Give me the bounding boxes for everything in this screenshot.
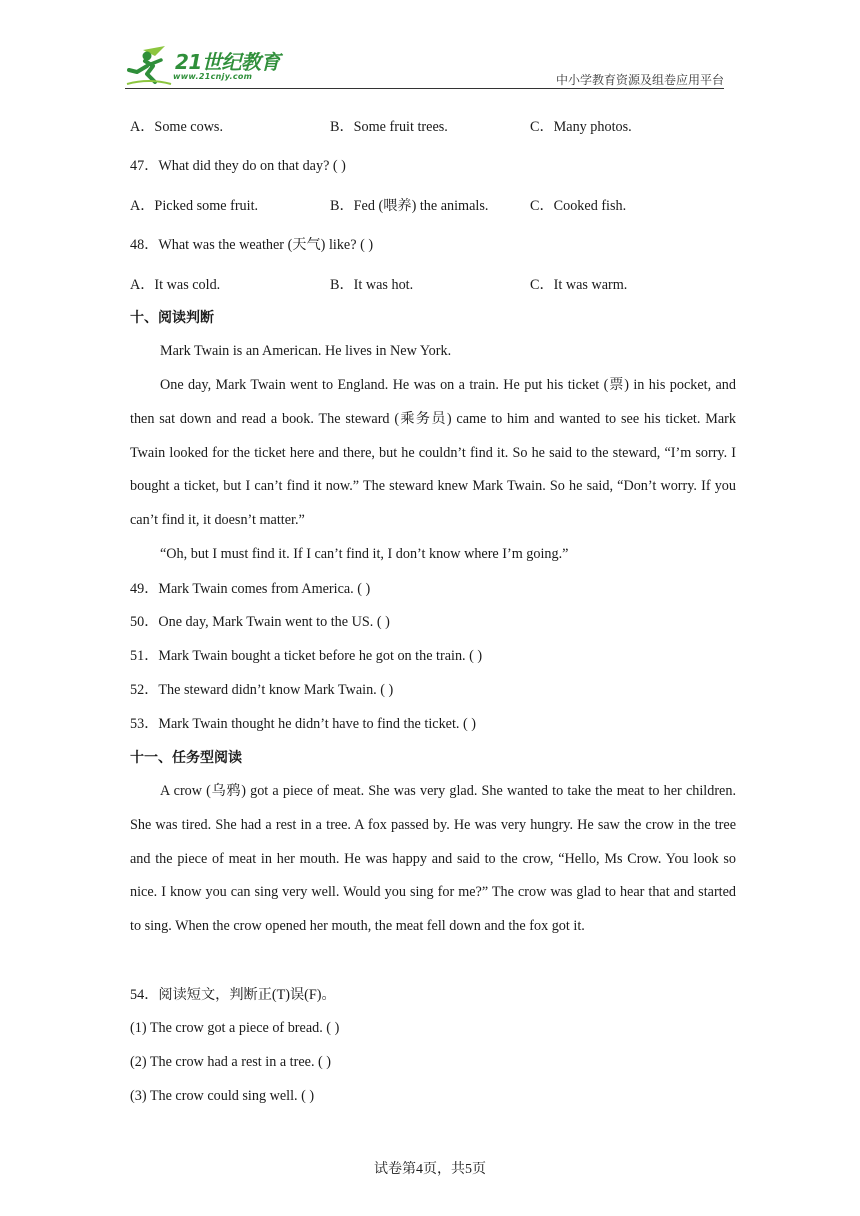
site-tagline: 中小学教育资源及组卷应用平台 — [555, 73, 724, 87]
q46-option-c: C．Many photos. — [530, 119, 632, 135]
q48-option-b: B．It was hot. — [330, 277, 414, 293]
section-10-paragraph-1: Mark Twain is an American. He lives in New York. — [160, 343, 452, 359]
q54-item-3: (3) The crow could sing well. ( ) — [130, 1088, 315, 1104]
q52: 52．The steward didn’t know Mark Twain. ( ) — [130, 682, 394, 698]
section-10-paragraph-2: One day, Mark Twain went to England. He was on a train. He put his ticket (票) in his pocket, and then sat down and read a book. The steward (乘务员) came to him and wanted to see his ticket. Mark Twain looked for the ticket here and there, but he couldn’t find it. So he said to the steward, “I’m sorry. I bought a ticket, but I can’t find it now.” The steward knew Mark Twain. So he said, “Don’t worry. If you can’t find it, it doesn’t matter.” — [130, 377, 736, 529]
q53: 53．Mark Twain thought he didn’t have to find the ticket. ( ) — [130, 716, 477, 732]
section-11-paragraph: A crow (乌鸦) got a piece of meat. She was very glad. She wanted to take the meat to her children. She was tired. She had a rest in a tree. A fox passed by. He was very hungry. He saw the crow in the tree and the piece of meat in her mouth. He was happy and said to the crow, “Hello, Ms Crow. You look so nice. I know you can sing very well. Would you sing for me?” The crow was glad to hear that and started to sing. When the crow opened her mouth, the meat fell down and the fox got it. — [130, 783, 736, 935]
q48-option-c: C．It was warm. — [530, 277, 628, 293]
page-header — [0, 0, 860, 100]
q46-option-a: A．Some cows. — [130, 119, 224, 135]
runner-icon — [125, 44, 173, 88]
logo-text: 21世纪教育 — [175, 50, 280, 74]
q49: 49．Mark Twain comes from America. ( ) — [130, 581, 371, 597]
section-11-title: 十一、任务型阅读 — [130, 750, 242, 766]
page-footer: 试卷第4页，共5页 — [374, 1162, 486, 1177]
logo-url: www.21cnjy.com — [173, 72, 253, 81]
q54-item-1: (1) The crow got a piece of bread. ( ) — [130, 1020, 340, 1036]
section-10-paragraph-3: “Oh, but I must find it. If I can’t find it, I don’t know where I’m going.” — [160, 546, 569, 562]
q47-option-b: B．Fed (喂养) the animals. — [330, 198, 489, 214]
section-10-title: 十、阅读判断 — [130, 310, 214, 326]
q47-stem: 47．What did they do on that day? ( ) — [130, 158, 346, 174]
q50: 50．One day, Mark Twain went to the US. ( ) — [130, 614, 390, 630]
q54-item-2: (2) The crow had a rest in a tree. ( ) — [130, 1054, 332, 1070]
q54-stem: 54．阅读短文，判断正(T)误(F)。 — [130, 987, 336, 1003]
q48-option-a: A．It was cold. — [130, 277, 221, 293]
q47-option-a: A．Picked some fruit. — [130, 198, 259, 214]
q48-stem: 48．What was the weather (天气) like? ( ) — [130, 237, 374, 253]
q46-option-b: B．Some fruit trees. — [330, 119, 448, 135]
q47-option-c: C．Cooked fish. — [530, 198, 627, 214]
q51: 51．Mark Twain bought a ticket before he got on the train. ( ) — [130, 648, 483, 664]
site-logo — [125, 44, 295, 90]
header-divider — [125, 88, 724, 89]
